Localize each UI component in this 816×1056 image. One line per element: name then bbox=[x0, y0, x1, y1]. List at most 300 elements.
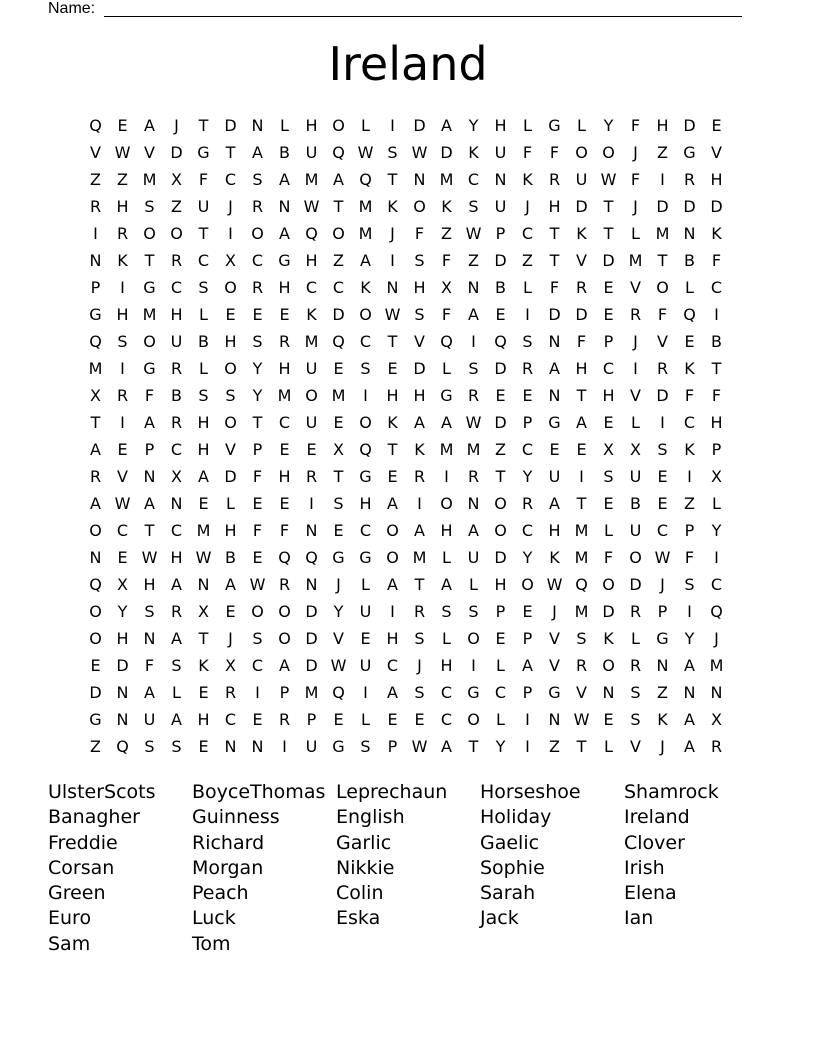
grid-cell: Y bbox=[117, 602, 128, 621]
grid-cell: F bbox=[603, 548, 614, 567]
grid-cell: U bbox=[305, 413, 318, 432]
grid-cell: E bbox=[522, 602, 533, 621]
word-list-item: Ireland bbox=[624, 806, 690, 829]
grid-cell: P bbox=[306, 710, 317, 729]
grid-cell: P bbox=[684, 521, 695, 540]
grid-cell: S bbox=[414, 629, 425, 648]
grid-cell: D bbox=[494, 548, 507, 567]
grid-cell: V bbox=[333, 629, 344, 648]
grid-cell: S bbox=[198, 386, 209, 405]
grid-cell: Z bbox=[468, 251, 479, 270]
grid-cell: C bbox=[440, 683, 453, 702]
grid-cell: X bbox=[225, 656, 236, 675]
grid-cell: C bbox=[710, 575, 723, 594]
grid-cell: P bbox=[711, 440, 722, 459]
word-list-item: Corsan bbox=[48, 856, 115, 879]
grid-cell: H bbox=[170, 305, 183, 324]
grid-cell: I bbox=[120, 359, 125, 378]
grid-cell: A bbox=[279, 656, 290, 675]
grid-cell: K bbox=[117, 251, 128, 270]
grid-cell: A bbox=[684, 710, 695, 729]
grid-cell: R bbox=[467, 386, 480, 405]
grid-cell: F bbox=[522, 143, 533, 162]
grid-cell: D bbox=[602, 602, 615, 621]
grid-cell: S bbox=[522, 332, 533, 351]
grid-cell: Q bbox=[440, 332, 453, 351]
grid-cell: E bbox=[711, 116, 722, 135]
grid-cell: H bbox=[116, 629, 129, 648]
grid-cell: R bbox=[305, 467, 318, 486]
grid-cell: M bbox=[655, 224, 670, 243]
grid-cell: L bbox=[577, 116, 586, 135]
grid-cell: U bbox=[143, 710, 156, 729]
word-list-item: Euro bbox=[48, 907, 92, 930]
grid-cell: O bbox=[224, 359, 237, 378]
grid-cell: O bbox=[602, 575, 615, 594]
grid-cell: S bbox=[144, 602, 155, 621]
word-list-item: Elena bbox=[624, 882, 677, 905]
word-list-item: Gaelic bbox=[480, 831, 540, 854]
grid-cell: O bbox=[89, 629, 102, 648]
grid-cell: X bbox=[630, 440, 641, 459]
grid-cell: N bbox=[278, 197, 291, 216]
grid-cell: F bbox=[549, 278, 560, 297]
grid-cell: I bbox=[660, 413, 665, 432]
grid-cell: E bbox=[198, 683, 209, 702]
grid-cell: K bbox=[441, 197, 452, 216]
grid-cell: D bbox=[683, 116, 696, 135]
grid-cell: T bbox=[603, 197, 614, 216]
grid-cell: L bbox=[631, 224, 640, 243]
grid-cell: H bbox=[278, 278, 291, 297]
grid-cell: K bbox=[198, 656, 209, 675]
grid-cell: R bbox=[278, 575, 291, 594]
grid-cell: V bbox=[630, 278, 641, 297]
grid-cell: F bbox=[252, 467, 263, 486]
grid-cell: I bbox=[417, 494, 422, 513]
grid-cell: E bbox=[495, 305, 506, 324]
grid-cell: D bbox=[305, 656, 318, 675]
grid-cell: A bbox=[252, 143, 263, 162]
grid-cell: M bbox=[412, 548, 427, 567]
grid-cell: P bbox=[279, 683, 290, 702]
grid-cell: Z bbox=[333, 251, 344, 270]
grid-cell: O bbox=[224, 278, 237, 297]
grid-cell: K bbox=[468, 143, 479, 162]
grid-cell: E bbox=[657, 467, 668, 486]
grid-cell: Q bbox=[494, 332, 507, 351]
grid-cell: J bbox=[525, 197, 530, 216]
grid-cell: H bbox=[143, 575, 156, 594]
grid-cell: R bbox=[224, 683, 237, 702]
grid-cell: Q bbox=[278, 548, 291, 567]
grid-cell: D bbox=[494, 359, 507, 378]
grid-cell: W bbox=[330, 656, 347, 675]
grid-cell: E bbox=[333, 710, 344, 729]
grid-cell: P bbox=[495, 224, 506, 243]
grid-cell: H bbox=[710, 170, 723, 189]
grid-cell: N bbox=[251, 116, 264, 135]
grid-cell: E bbox=[252, 548, 263, 567]
grid-cell: L bbox=[361, 116, 370, 135]
grid-cell: A bbox=[441, 413, 452, 432]
grid-cell: G bbox=[89, 305, 102, 324]
grid-cell: J bbox=[228, 629, 233, 648]
grid-cell: S bbox=[252, 629, 263, 648]
word-list-item: Colin bbox=[336, 882, 384, 905]
grid-cell: H bbox=[359, 494, 372, 513]
grid-cell: R bbox=[467, 467, 480, 486]
grid-cell: M bbox=[304, 170, 319, 189]
grid-cell: R bbox=[575, 656, 588, 675]
grid-cell: I bbox=[363, 386, 368, 405]
word-list-item: Luck bbox=[192, 907, 236, 930]
grid-cell: X bbox=[117, 575, 128, 594]
grid-cell: O bbox=[494, 494, 507, 513]
grid-cell: Z bbox=[495, 440, 506, 459]
grid-cell: T bbox=[657, 251, 668, 270]
grid-cell: I bbox=[390, 251, 395, 270]
grid-cell: V bbox=[225, 440, 236, 459]
grid-cell: T bbox=[90, 413, 101, 432]
grid-cell: H bbox=[494, 116, 507, 135]
grid-cell: X bbox=[711, 710, 722, 729]
grid-cell: Q bbox=[89, 575, 102, 594]
grid-cell: A bbox=[468, 521, 479, 540]
grid-cell: M bbox=[574, 521, 589, 540]
grid-cell: P bbox=[522, 629, 533, 648]
grid-cell: C bbox=[359, 521, 372, 540]
word-list-item: Horseshoe bbox=[480, 781, 581, 803]
grid-cell: L bbox=[199, 305, 208, 324]
grid-cell: N bbox=[143, 629, 156, 648]
grid-cell: R bbox=[278, 332, 291, 351]
grid-cell: B bbox=[495, 278, 506, 297]
grid-cell: A bbox=[144, 116, 155, 135]
grid-cell: T bbox=[576, 386, 587, 405]
grid-cell: L bbox=[361, 575, 370, 594]
grid-cell: E bbox=[198, 737, 209, 756]
grid-cell: K bbox=[603, 629, 614, 648]
grid-cell: A bbox=[360, 251, 371, 270]
word-list-item: BoyceThomas bbox=[192, 781, 326, 803]
grid-cell: R bbox=[170, 602, 183, 621]
grid-cell: G bbox=[89, 710, 102, 729]
grid-cell: D bbox=[116, 656, 129, 675]
grid-cell: F bbox=[414, 224, 425, 243]
grid-cell: K bbox=[549, 548, 560, 567]
grid-cell: L bbox=[172, 683, 181, 702]
grid-cell: H bbox=[224, 332, 237, 351]
grid-cell: O bbox=[629, 548, 642, 567]
grid-cell: B bbox=[171, 386, 182, 405]
name-label: Name: bbox=[48, 0, 96, 17]
grid-cell: S bbox=[414, 305, 425, 324]
grid-cell: D bbox=[548, 305, 561, 324]
grid-cell: G bbox=[359, 548, 372, 567]
grid-cell: T bbox=[549, 224, 560, 243]
grid-cell: V bbox=[657, 332, 668, 351]
grid-cell: S bbox=[333, 494, 344, 513]
grid-cell: S bbox=[468, 602, 479, 621]
grid-cell: O bbox=[224, 413, 237, 432]
grid-cell: D bbox=[656, 386, 669, 405]
grid-cell: S bbox=[171, 656, 182, 675]
grid-cell: P bbox=[495, 602, 506, 621]
grid-cell: K bbox=[684, 359, 695, 378]
grid-cell: N bbox=[683, 224, 696, 243]
grid-cell: N bbox=[143, 467, 156, 486]
grid-cell: O bbox=[494, 521, 507, 540]
grid-cell: O bbox=[278, 602, 291, 621]
grid-cell: T bbox=[225, 143, 236, 162]
grid-cell: Y bbox=[468, 116, 479, 135]
grid-cell: Z bbox=[441, 224, 452, 243]
grid-cell: R bbox=[548, 170, 561, 189]
grid-cell: U bbox=[494, 143, 507, 162]
grid-cell: A bbox=[90, 440, 101, 459]
grid-cell: S bbox=[252, 170, 263, 189]
grid-cell: J bbox=[660, 575, 665, 594]
grid-cell: E bbox=[603, 278, 614, 297]
grid-cell: O bbox=[386, 548, 399, 567]
grid-cell: X bbox=[441, 278, 452, 297]
grid-cell: N bbox=[494, 170, 507, 189]
grid-cell: D bbox=[224, 467, 237, 486]
grid-cell: E bbox=[603, 494, 614, 513]
grid-cell: S bbox=[414, 683, 425, 702]
grid-cell: N bbox=[548, 710, 561, 729]
word-list bbox=[48, 780, 768, 957]
grid-cell: C bbox=[170, 278, 183, 297]
grid-cell: E bbox=[414, 710, 425, 729]
grid-cell: R bbox=[413, 602, 426, 621]
grid-cell: N bbox=[602, 683, 615, 702]
grid-cell: S bbox=[360, 359, 371, 378]
page-title: Ireland bbox=[328, 37, 488, 91]
grid-cell: S bbox=[414, 251, 425, 270]
grid-cell: H bbox=[278, 359, 291, 378]
grid-cell: D bbox=[656, 197, 669, 216]
grid-cell: N bbox=[116, 710, 129, 729]
grid-cell: Z bbox=[657, 683, 668, 702]
grid-cell: E bbox=[198, 494, 209, 513]
grid-cell: D bbox=[494, 251, 507, 270]
grid-cell: L bbox=[442, 548, 451, 567]
grid-cell: C bbox=[710, 278, 723, 297]
grid-cell: J bbox=[417, 656, 422, 675]
grid-cell: Q bbox=[305, 224, 318, 243]
grid-cell: J bbox=[552, 602, 557, 621]
grid-cell: V bbox=[630, 737, 641, 756]
grid-cell: E bbox=[117, 548, 128, 567]
grid-cell: R bbox=[116, 224, 129, 243]
grid-cell: I bbox=[714, 305, 719, 324]
grid-cell: E bbox=[603, 305, 614, 324]
grid-cell: I bbox=[471, 332, 476, 351]
grid-cell: M bbox=[88, 359, 103, 378]
grid-cell: F bbox=[711, 251, 722, 270]
grid-cell: F bbox=[630, 170, 641, 189]
grid-cell: H bbox=[548, 197, 561, 216]
grid-cell: M bbox=[466, 440, 481, 459]
grid-cell: C bbox=[251, 251, 264, 270]
grid-cell: W bbox=[600, 170, 617, 189]
grid-cell: A bbox=[441, 737, 452, 756]
grid-cell: M bbox=[142, 170, 157, 189]
grid-cell: T bbox=[495, 467, 506, 486]
grid-cell: F bbox=[441, 305, 452, 324]
grid-cell: I bbox=[93, 224, 98, 243]
grid-cell: C bbox=[170, 521, 183, 540]
grid-cell: L bbox=[496, 710, 505, 729]
grid-cell: I bbox=[228, 224, 233, 243]
grid-cell: Q bbox=[710, 602, 723, 621]
word-list-item: Tom bbox=[192, 932, 231, 955]
grid-cell: F bbox=[198, 170, 209, 189]
grid-cell: P bbox=[144, 440, 155, 459]
grid-cell: U bbox=[170, 332, 183, 351]
grid-cell: D bbox=[413, 116, 426, 135]
grid-cell: E bbox=[225, 305, 236, 324]
grid-cell: T bbox=[144, 521, 155, 540]
word-list-item: Ian bbox=[624, 907, 654, 930]
grid-cell: V bbox=[144, 143, 155, 162]
grid-cell: K bbox=[684, 440, 695, 459]
grid-cell: O bbox=[170, 224, 183, 243]
grid-cell: H bbox=[197, 440, 210, 459]
grid-cell: E bbox=[306, 440, 317, 459]
grid-cell: M bbox=[574, 548, 589, 567]
grid-cell: W bbox=[465, 224, 482, 243]
grid-cell: H bbox=[710, 413, 723, 432]
grid-cell: T bbox=[198, 224, 209, 243]
grid-cell: I bbox=[309, 494, 314, 513]
grid-cell: R bbox=[89, 467, 102, 486]
grid-cell: F bbox=[684, 386, 695, 405]
grid-cell: Y bbox=[252, 359, 263, 378]
grid-cell: A bbox=[441, 116, 452, 135]
grid-cell: J bbox=[633, 197, 638, 216]
grid-cell: S bbox=[252, 332, 263, 351]
grid-cell: S bbox=[468, 359, 479, 378]
grid-cell: N bbox=[197, 575, 210, 594]
grid-cell: O bbox=[575, 143, 588, 162]
grid-cell: N bbox=[305, 575, 318, 594]
grid-cell: E bbox=[495, 386, 506, 405]
grid-cell: Z bbox=[657, 143, 668, 162]
grid-cell: K bbox=[387, 197, 398, 216]
grid-cell: V bbox=[90, 143, 101, 162]
grid-cell: E bbox=[252, 494, 263, 513]
grid-cell: D bbox=[575, 197, 588, 216]
grid-cell: S bbox=[360, 737, 371, 756]
grid-cell: H bbox=[548, 521, 561, 540]
grid-cell: O bbox=[278, 629, 291, 648]
grid-cell: H bbox=[494, 575, 507, 594]
grid-cell: N bbox=[548, 332, 561, 351]
grid-cell: T bbox=[576, 737, 587, 756]
grid-cell: P bbox=[387, 737, 398, 756]
grid-cell: R bbox=[683, 170, 696, 189]
grid-cell: C bbox=[278, 413, 291, 432]
grid-cell: O bbox=[251, 224, 264, 243]
grid-cell: I bbox=[525, 710, 530, 729]
grid-cell: A bbox=[171, 710, 182, 729]
grid-cell: O bbox=[386, 521, 399, 540]
word-list-item: Garlic bbox=[336, 831, 392, 854]
grid-cell: F bbox=[711, 386, 722, 405]
grid-cell: U bbox=[629, 521, 642, 540]
grid-cell: L bbox=[712, 494, 721, 513]
grid-cell: G bbox=[197, 143, 210, 162]
grid-cell: W bbox=[573, 710, 590, 729]
grid-cell: O bbox=[467, 629, 480, 648]
grid-cell: S bbox=[576, 629, 587, 648]
grid-cell: I bbox=[714, 548, 719, 567]
grid-cell: M bbox=[709, 656, 724, 675]
grid-cell: K bbox=[414, 440, 425, 459]
grid-cell: N bbox=[683, 683, 696, 702]
grid-cell: Q bbox=[332, 332, 345, 351]
grid-cell: L bbox=[523, 278, 532, 297]
grid-cell: L bbox=[631, 629, 640, 648]
grid-cell: A bbox=[387, 575, 398, 594]
grid-cell: Z bbox=[90, 170, 101, 189]
grid-cell: Y bbox=[495, 737, 506, 756]
grid-cell: A bbox=[549, 494, 560, 513]
grid-cell: A bbox=[198, 467, 209, 486]
grid-cell: E bbox=[252, 710, 263, 729]
grid-cell: O bbox=[359, 413, 372, 432]
grid-cell: T bbox=[198, 629, 209, 648]
grid-cell: S bbox=[171, 737, 182, 756]
grid-cell: G bbox=[278, 251, 291, 270]
grid-cell: P bbox=[522, 413, 533, 432]
grid-cell: A bbox=[171, 629, 182, 648]
word-list-item: Leprechaun bbox=[336, 781, 448, 803]
grid-cell: R bbox=[629, 602, 642, 621]
grid-cell: D bbox=[494, 413, 507, 432]
grid-cell: O bbox=[251, 602, 264, 621]
grid-cell: H bbox=[197, 710, 210, 729]
grid-cell: H bbox=[440, 656, 453, 675]
grid-cell: S bbox=[630, 683, 641, 702]
grid-cell: I bbox=[120, 278, 125, 297]
grid-cell: H bbox=[278, 467, 291, 486]
grid-cell: G bbox=[656, 629, 669, 648]
grid-cell: M bbox=[304, 683, 319, 702]
grid-cell: A bbox=[387, 683, 398, 702]
grid-cell: G bbox=[548, 116, 561, 135]
grid-cell: P bbox=[90, 278, 101, 297]
grid-cell: X bbox=[333, 440, 344, 459]
grid-cell: R bbox=[251, 278, 264, 297]
grid-cell: A bbox=[171, 575, 182, 594]
grid-cell: D bbox=[305, 629, 318, 648]
grid-cell: Z bbox=[90, 737, 101, 756]
grid-cell: S bbox=[144, 197, 155, 216]
grid-cell: M bbox=[277, 386, 292, 405]
grid-cell: E bbox=[360, 629, 371, 648]
grid-cell: D bbox=[710, 197, 723, 216]
grid-cell: W bbox=[114, 143, 131, 162]
grid-cell: U bbox=[467, 548, 480, 567]
grid-cell: C bbox=[116, 521, 129, 540]
grid-cell: R bbox=[170, 359, 183, 378]
grid-cell: I bbox=[525, 737, 530, 756]
grid-cell: N bbox=[224, 737, 237, 756]
